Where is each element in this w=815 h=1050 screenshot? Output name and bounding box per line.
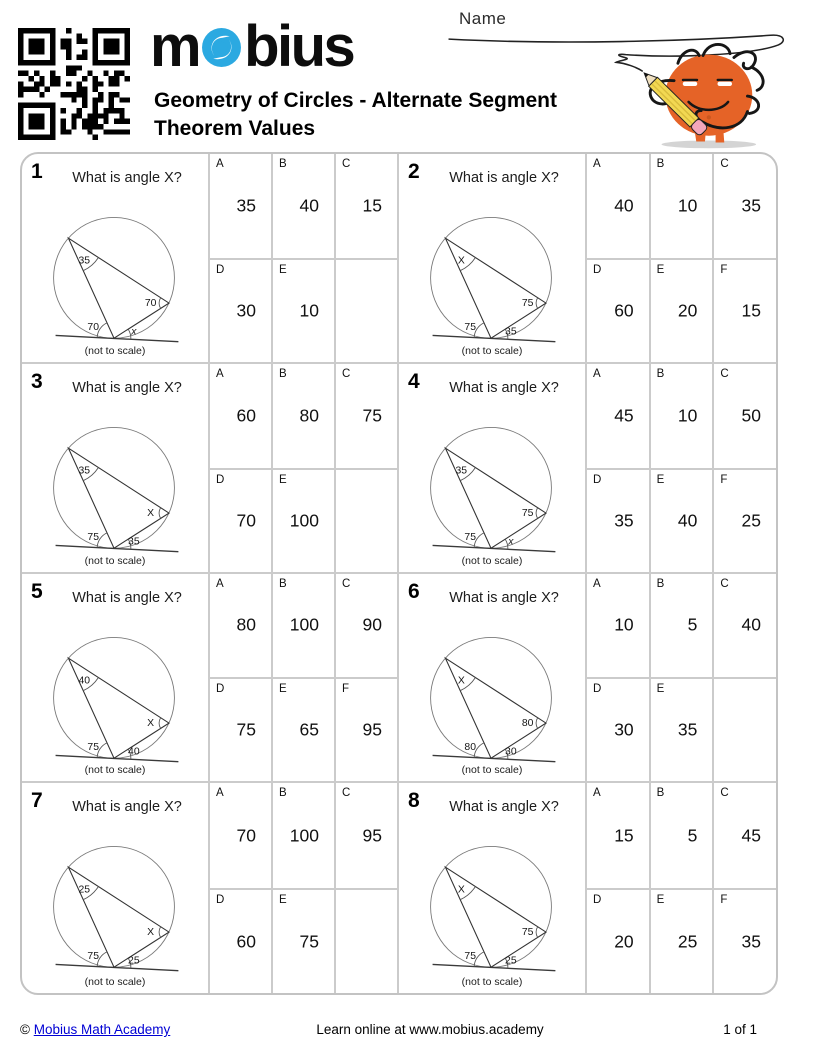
not-to-scale-note: (not to scale) [84, 554, 146, 567]
choice-value: 35 [614, 510, 634, 531]
not-to-scale-note: (not to scale) [84, 344, 146, 357]
answer-grid [208, 574, 397, 782]
title-line-1: Geometry of Circles - Alternate Segment [154, 89, 557, 112]
choice-letter: B [656, 787, 665, 800]
choice-value: 45 [614, 405, 634, 426]
svg-text:X: X [147, 927, 155, 939]
problem-number: 8 [408, 789, 420, 813]
choice-letter: B [279, 577, 287, 590]
problem-card [399, 574, 776, 784]
problem-card [22, 364, 399, 574]
logo-text-rest: bius [244, 14, 354, 79]
svg-text:X: X [457, 884, 465, 896]
choice-letter: C [720, 367, 729, 380]
svg-text:35: 35 [505, 326, 517, 338]
answer-cell [649, 258, 713, 362]
choice-letter: F [720, 263, 728, 276]
copyright-symbol: © [20, 1022, 30, 1037]
problem-question: What is angle X? [72, 589, 182, 606]
choice-letter: C [720, 158, 729, 170]
mascot-illustration [440, 15, 800, 155]
answer-cell [208, 364, 271, 468]
svg-text:75: 75 [464, 321, 476, 333]
choice-letter: D [216, 473, 225, 486]
choice-letter: E [279, 473, 287, 486]
choice-value: 60 [236, 931, 256, 952]
problem-question: What is angle X? [449, 170, 559, 186]
choice-value: 15 [614, 825, 634, 846]
answer-cell [334, 888, 397, 993]
choice-letter: D [593, 683, 602, 696]
answer-cell [585, 364, 649, 468]
svg-text:75: 75 [87, 741, 99, 753]
mobius-academy-link[interactable]: Mobius Math Academy [33, 1022, 171, 1037]
choice-letter: B [656, 367, 665, 380]
choice-value: 10 [677, 405, 698, 426]
answer-cell [712, 783, 776, 888]
question-pane [399, 783, 585, 993]
circle-diagram [399, 574, 585, 783]
svg-text:40: 40 [128, 745, 140, 757]
choice-value: 100 [289, 614, 319, 635]
problem-question: What is angle X? [72, 379, 182, 396]
answer-grid [208, 154, 397, 362]
choice-value: 75 [236, 719, 256, 740]
svg-text:X: X [457, 674, 465, 686]
choice-letter: B [279, 158, 287, 170]
svg-text:35: 35 [78, 255, 91, 267]
answer-cell [271, 888, 334, 993]
answer-cell [649, 364, 713, 468]
svg-text:30: 30 [505, 745, 517, 757]
answer-cell [649, 677, 713, 781]
choice-value: 10 [677, 195, 698, 216]
choice-value: 20 [614, 931, 634, 952]
choice-letter: C [720, 577, 729, 590]
choice-value: 75 [299, 931, 319, 952]
choice-value: 70 [236, 825, 256, 846]
answer-cell [585, 468, 649, 572]
svg-text:25: 25 [128, 955, 140, 967]
logo-text-m: m [150, 14, 200, 79]
choice-value: 35 [677, 719, 698, 740]
answer-grid [585, 783, 776, 993]
problem-number: 6 [408, 579, 420, 603]
choice-value: 15 [362, 195, 382, 216]
svg-text:35: 35 [78, 465, 91, 477]
answer-cell [334, 783, 397, 888]
answer-cell [712, 677, 776, 781]
footer-learn-online: Learn online at www.mobius.academy [316, 1022, 544, 1037]
answer-cell [334, 468, 397, 572]
svg-text:X: X [147, 717, 155, 729]
choice-value: 100 [289, 510, 319, 531]
svg-text:70: 70 [144, 298, 157, 310]
choice-letter: C [342, 577, 351, 590]
svg-text:35: 35 [455, 465, 468, 477]
choice-value: 95 [362, 825, 382, 846]
circle-diagram [399, 783, 585, 992]
answer-cell [585, 888, 649, 993]
answer-cell [334, 154, 397, 258]
choice-letter: A [216, 158, 224, 170]
answer-cell [649, 154, 713, 258]
svg-text:70: 70 [87, 321, 99, 333]
svg-text:75: 75 [87, 951, 99, 963]
choice-letter: C [720, 787, 729, 800]
circle-diagram [22, 364, 208, 573]
choice-letter: C [342, 787, 351, 800]
choice-value: 35 [741, 195, 761, 216]
question-pane [22, 154, 208, 362]
choice-letter: E [656, 473, 665, 486]
answer-cell [712, 574, 776, 678]
svg-text:x: x [508, 536, 514, 548]
choice-value: 5 [687, 825, 698, 846]
answer-cell [271, 364, 334, 468]
choice-value: 100 [289, 825, 319, 846]
choice-letter: D [593, 894, 602, 907]
choice-value: 25 [741, 510, 761, 531]
choice-value: 40 [677, 510, 698, 531]
answer-cell [334, 677, 397, 781]
choice-letter: E [279, 683, 287, 696]
answer-cell [271, 258, 334, 362]
question-pane [399, 364, 585, 572]
question-pane [399, 574, 585, 782]
answer-cell [585, 677, 649, 781]
qr-code [18, 28, 130, 140]
choice-value: 5 [687, 614, 698, 635]
answer-cell [649, 783, 713, 888]
circle-diagram [22, 783, 208, 992]
choice-letter: A [216, 577, 224, 590]
choice-letter: A [593, 577, 601, 590]
svg-text:25: 25 [505, 955, 517, 967]
answer-cell [208, 258, 271, 362]
not-to-scale-note: (not to scale) [461, 344, 523, 357]
problem-question: What is angle X? [72, 170, 182, 186]
choice-letter: B [656, 158, 665, 170]
not-to-scale-note: (not to scale) [461, 764, 523, 777]
circle-diagram [22, 154, 208, 363]
choice-value: 40 [614, 195, 634, 216]
choice-letter: D [593, 263, 602, 276]
circle-diagram [399, 154, 585, 363]
choice-letter: C [342, 158, 351, 170]
not-to-scale-note: (not to scale) [84, 976, 146, 988]
answer-cell [271, 677, 334, 781]
problem-number: 4 [408, 369, 420, 393]
question-pane [399, 154, 585, 362]
choice-letter: C [342, 367, 351, 380]
problem-question: What is angle X? [72, 799, 182, 816]
answer-cell [334, 258, 397, 362]
answer-cell [585, 783, 649, 888]
answer-grid [585, 154, 776, 362]
problem-card [22, 154, 399, 364]
svg-text:40: 40 [78, 674, 91, 686]
answer-cell [712, 258, 776, 362]
choice-letter: D [216, 263, 225, 276]
choice-value: 80 [299, 405, 319, 426]
choice-value: 65 [299, 719, 319, 740]
problem-card [22, 574, 399, 784]
choice-value: 60 [236, 405, 256, 426]
answer-grid [585, 364, 776, 572]
choice-letter: B [279, 787, 287, 800]
svg-text:35: 35 [128, 536, 140, 548]
choice-value: 60 [614, 300, 634, 321]
answer-grid [585, 574, 776, 782]
svg-text:25: 25 [78, 884, 91, 896]
choice-letter: E [656, 263, 665, 276]
svg-text:75: 75 [464, 951, 476, 963]
question-pane [22, 364, 208, 572]
answer-cell [712, 468, 776, 572]
title-line-2: Theorem Values [154, 116, 316, 140]
svg-text:75: 75 [87, 531, 99, 543]
question-pane [22, 783, 208, 993]
answer-cell [208, 677, 271, 781]
answer-cell [208, 783, 271, 888]
circle-diagram [22, 574, 208, 783]
choice-value: 35 [236, 195, 256, 216]
choice-value: 90 [362, 614, 382, 635]
answer-cell [649, 888, 713, 993]
svg-text:80: 80 [464, 741, 476, 753]
answer-cell [334, 574, 397, 678]
answer-cell [208, 468, 271, 572]
choice-letter: D [216, 894, 225, 907]
problem-number: 2 [408, 160, 420, 183]
choice-letter: E [279, 263, 287, 276]
choice-value: 50 [741, 405, 761, 426]
name-label: Name [459, 9, 507, 28]
problems-grid [20, 152, 778, 995]
problem-question: What is angle X? [449, 589, 559, 606]
answer-cell [271, 468, 334, 572]
choice-letter: B [656, 577, 665, 590]
answer-grid [208, 364, 397, 572]
answer-cell [208, 574, 271, 678]
choice-letter: E [279, 894, 287, 907]
problem-number: 1 [31, 160, 43, 183]
answer-cell [271, 783, 334, 888]
choice-value: 95 [362, 719, 382, 740]
svg-text:X: X [147, 507, 155, 519]
problem-number: 3 [31, 369, 43, 393]
choice-value: 15 [741, 300, 761, 321]
svg-text:75: 75 [464, 531, 476, 543]
choice-letter: F [720, 894, 728, 907]
choice-value: 35 [741, 931, 761, 952]
choice-letter: A [593, 367, 601, 380]
choice-value: 70 [236, 510, 256, 531]
choice-letter: A [216, 367, 224, 380]
problem-number: 7 [31, 789, 43, 813]
choice-letter: D [593, 473, 602, 486]
problem-number: 5 [31, 579, 43, 603]
answer-cell [334, 364, 397, 468]
answer-cell [712, 154, 776, 258]
choice-letter: F [720, 473, 728, 486]
choice-letter: F [342, 683, 350, 696]
problem-card [399, 783, 776, 993]
mobius-logo [150, 14, 354, 79]
choice-value: 30 [236, 300, 256, 321]
choice-value: 45 [741, 825, 761, 846]
answer-cell [208, 888, 271, 993]
answer-grid [208, 783, 397, 993]
choice-letter: A [593, 158, 601, 170]
problem-question: What is angle X? [449, 799, 559, 816]
answer-cell [271, 154, 334, 258]
svg-text:75: 75 [521, 927, 534, 939]
choice-value: 25 [677, 931, 698, 952]
problem-question: What is angle X? [449, 379, 559, 396]
answer-cell [585, 258, 649, 362]
choice-value: 40 [299, 195, 319, 216]
choice-value: 20 [677, 300, 698, 321]
svg-text:X: X [457, 255, 465, 267]
svg-text:80: 80 [521, 717, 534, 729]
answer-cell [712, 888, 776, 993]
answer-cell [208, 154, 271, 258]
circle-diagram [399, 364, 585, 573]
answer-cell [585, 574, 649, 678]
page-number: 1 of 1 [723, 1022, 757, 1037]
choice-letter: A [593, 787, 601, 800]
choice-value: 75 [362, 405, 382, 426]
answer-cell [649, 574, 713, 678]
choice-value: 30 [614, 719, 634, 740]
mobius-o-icon [201, 27, 242, 68]
problem-card [399, 364, 776, 574]
problem-card [399, 154, 776, 364]
not-to-scale-note: (not to scale) [84, 764, 146, 777]
answer-cell [271, 574, 334, 678]
choice-value: 40 [741, 614, 761, 635]
choice-letter: B [279, 367, 287, 380]
svg-text:75: 75 [521, 507, 534, 519]
problem-card [22, 783, 399, 993]
choice-letter: A [216, 787, 224, 800]
question-pane [22, 574, 208, 782]
choice-letter: D [216, 683, 225, 696]
choice-value: 10 [299, 300, 319, 321]
answer-cell [649, 468, 713, 572]
svg-text:x: x [131, 326, 137, 338]
not-to-scale-note: (not to scale) [461, 554, 523, 567]
choice-value: 80 [236, 614, 256, 635]
choice-letter: E [656, 894, 665, 907]
answer-cell [712, 364, 776, 468]
svg-text:75: 75 [521, 298, 534, 310]
choice-letter: E [656, 683, 665, 696]
answer-cell [585, 154, 649, 258]
choice-value: 10 [614, 614, 634, 635]
not-to-scale-note: (not to scale) [461, 976, 523, 988]
